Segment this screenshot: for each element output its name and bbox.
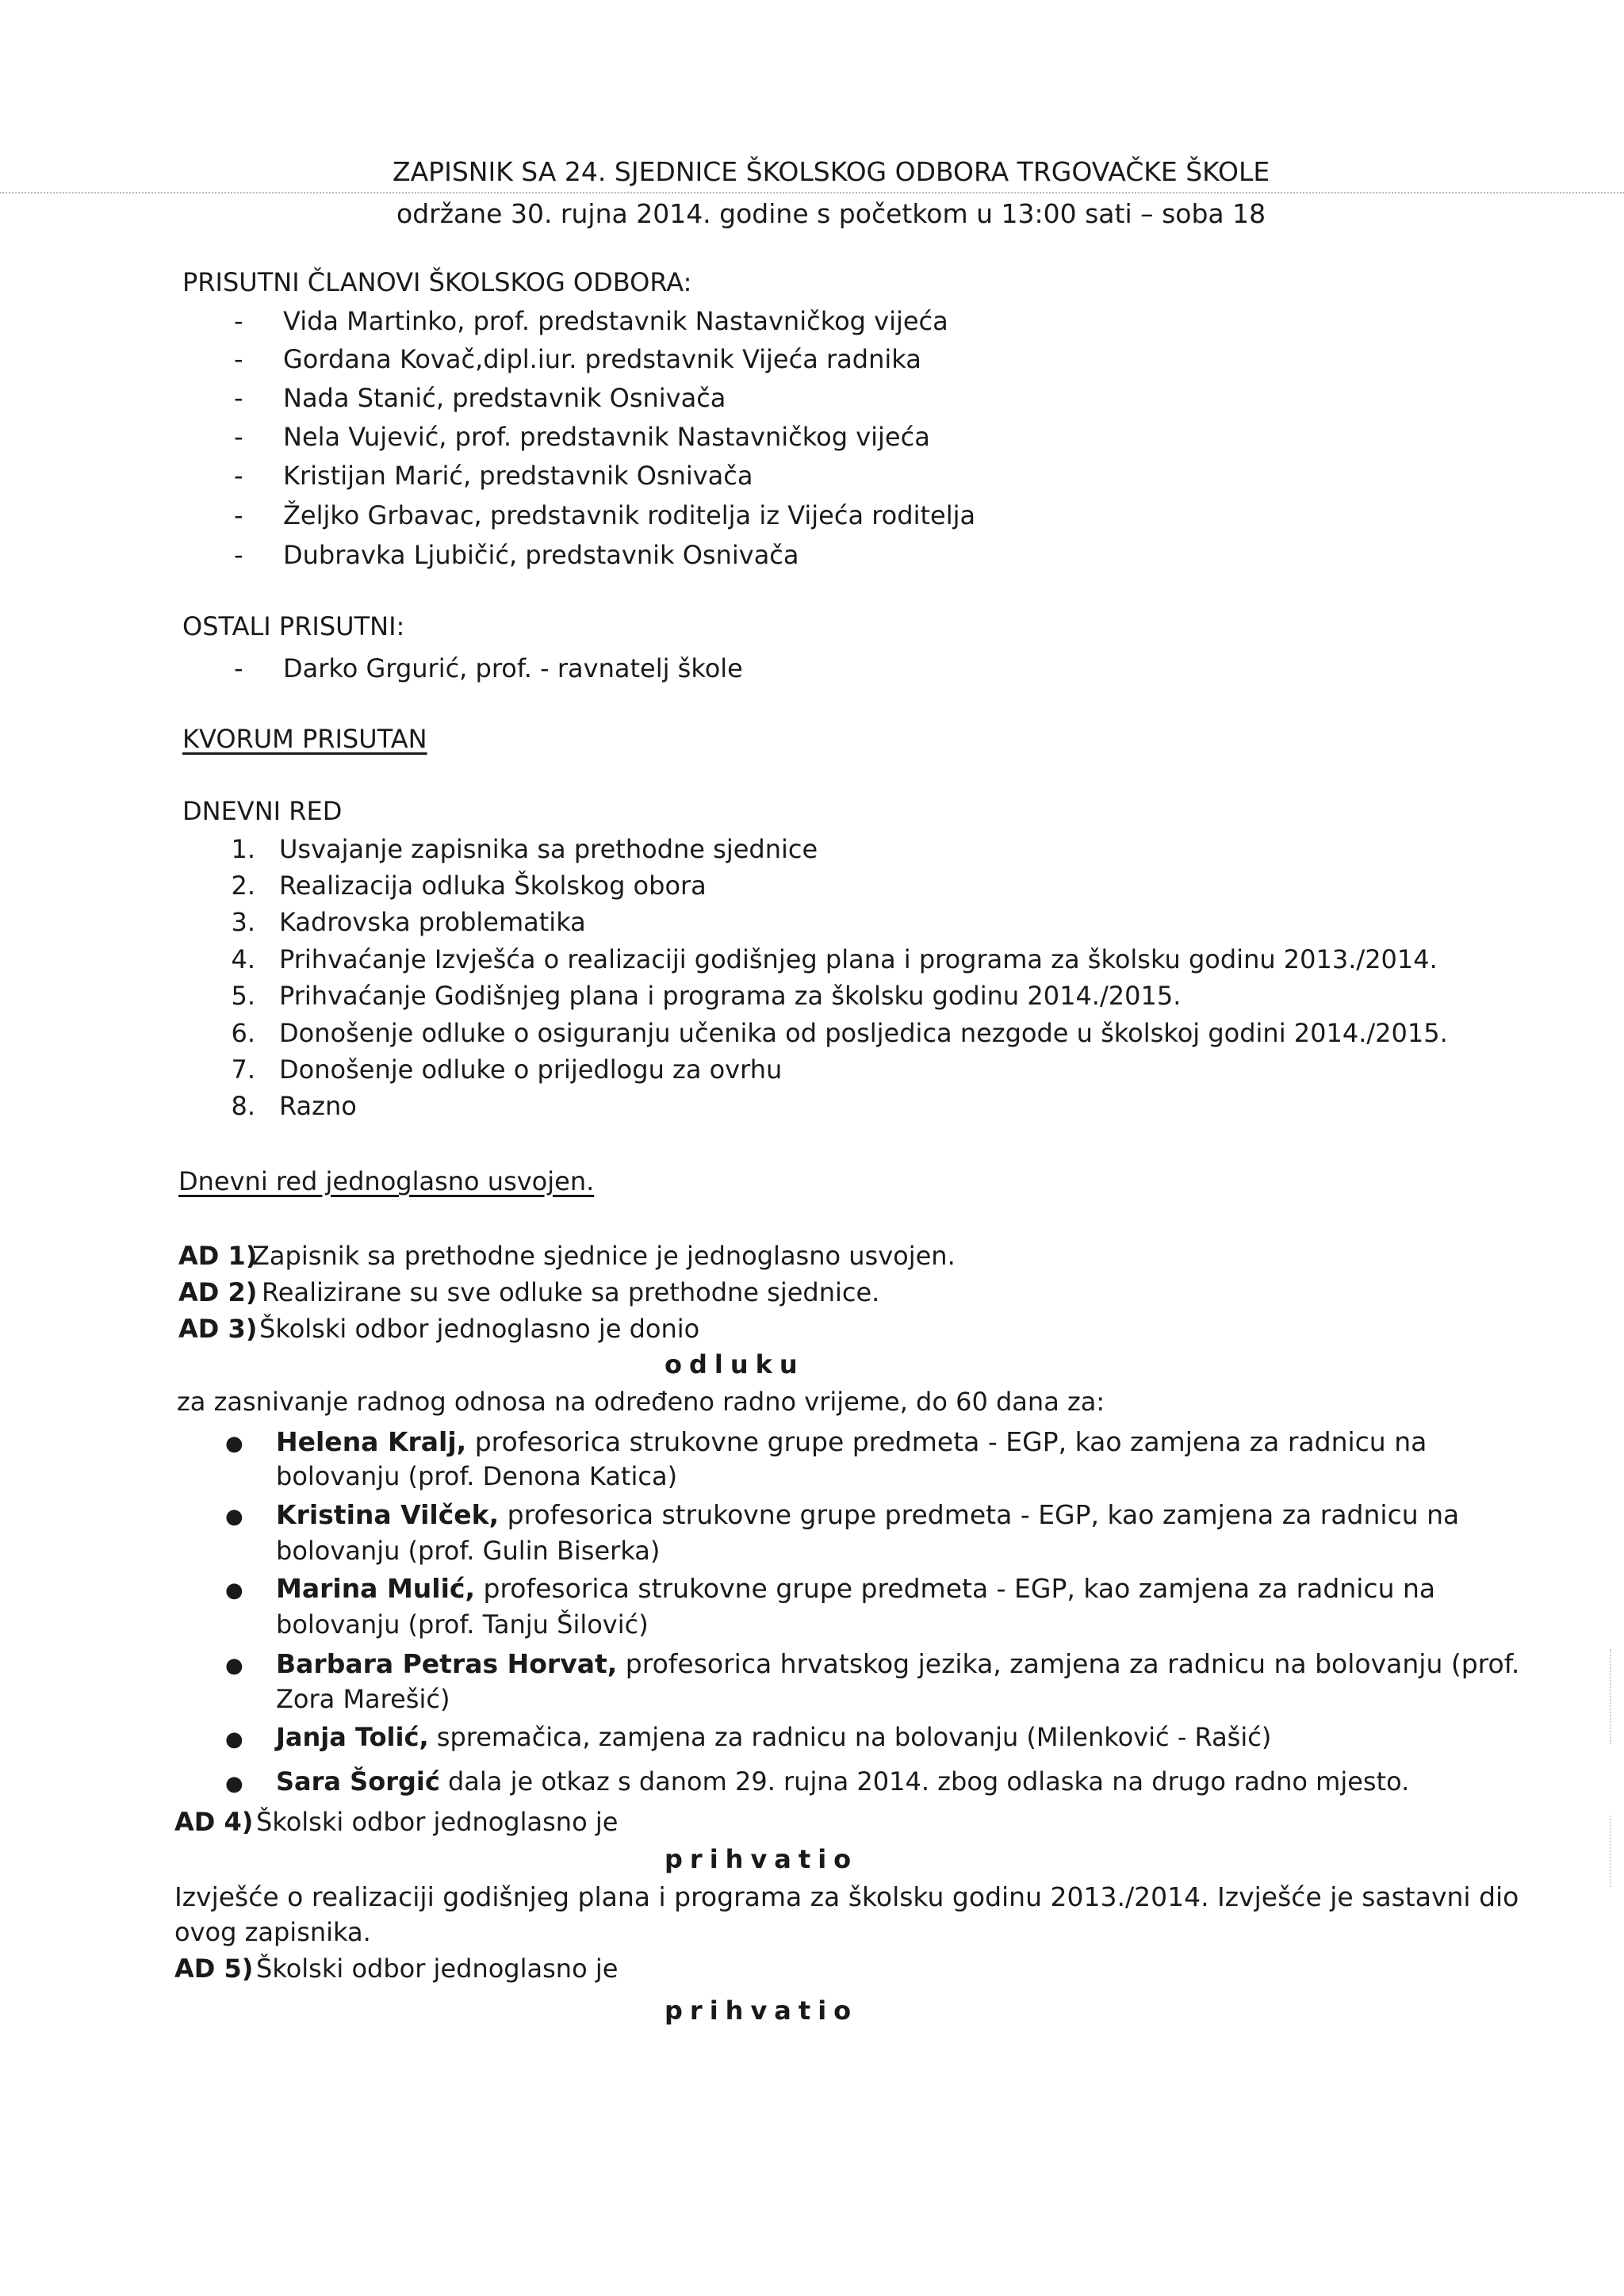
agenda-item: Donošenje odluke o osiguranju učenika od posljedica nezgode u školskoj godini 2014./2015. [279,1018,1448,1048]
person-desc: profesorica strukovne grupe predmeta - EGP, kao zamjena za radnicu na [507,1499,1460,1530]
agenda-number: 7. [231,1054,255,1085]
person-entry [276,1573,1436,1604]
person-name: Helena Kralj, [276,1426,467,1457]
bullet: ● [225,1432,243,1456]
agenda-item: Realizacija odluka Školskog obora [279,871,707,901]
quorum-statement: KVORUM PRISUTAN [182,724,427,754]
person-desc: profesorica hrvatskog jezika, zamjena za radnicu na bolovanju (prof. [625,1648,1520,1679]
list-dash: - [234,500,243,530]
ad3-text: Školski odbor jednoglasno je donio [259,1314,700,1344]
ad4-body-line1: Izvješće o realizaciji godišnjeg plana i programa za školsku godinu 2013./2014. Izvješće je sastavni dio [174,1881,1519,1912]
list-dash: - [234,306,243,336]
person-desc-cont: bolovanju (prof. Gulin Biserka) [276,1536,661,1566]
member-item: Nada Stanić, predstavnik Osnivača [283,383,726,413]
ad3-label: AD 3) [178,1314,258,1344]
scan-dotted-line [0,192,1624,193]
ad1-label: AD 1) [178,1241,258,1271]
bullet: ● [225,1505,243,1529]
agenda-number: 8. [231,1091,255,1121]
member-item: Dubravka Ljubičić, predstavnik Osnivača [283,540,799,570]
person-desc: profesorica strukovne grupe predmeta - EGP, kao zamjena za radnicu na [483,1573,1436,1604]
person-name: Kristina Vilček, [276,1499,500,1530]
ad5-text: Školski odbor jednoglasno je [256,1954,619,1984]
member-item: Kristijan Marić, predstavnik Osnivača [283,461,753,491]
document-title: ZAPISNIK SA 24. SJEDNICE ŠKOLSKOG ODBORA TRGOVAČKE ŠKOLE [393,156,1270,187]
agenda-item: Prihvaćanje Godišnjeg plana i programa za školsku godinu 2014./2015. [279,981,1182,1011]
agenda-number: 3. [231,907,255,937]
document-subtitle: održane 30. rujna 2014. godine s početkom u 13:00 sati – soba 18 [396,198,1266,229]
list-dash: - [234,422,243,452]
ad4-label: AD 4) [174,1807,254,1837]
person-desc-cont: bolovanju (prof. Tanju Šilović) [276,1609,649,1640]
list-dash: - [234,344,243,374]
bullet: ● [225,1654,243,1678]
bullet: ● [225,1578,243,1602]
ad3-intro: za zasnivanje radnog odnosa na određeno radno vrijeme, do 60 dana za: [177,1387,1105,1417]
accepted-word: prihvatio [665,1996,859,2026]
ad4-text: Školski odbor jednoglasno je [256,1807,619,1837]
person-name: Marina Mulić, [276,1573,475,1604]
members-heading: PRISUTNI ČLANOVI ŠKOLSKOG ODBORA: [182,267,692,297]
agenda-number: 6. [231,1018,255,1048]
other-attendee: Darko Grgurić, prof. - ravnatelj škole [283,653,743,683]
agenda-item: Usvajanje zapisnika sa prethodne sjednice [279,834,818,864]
agenda-adopted: Dnevni red jednoglasno usvojen. [178,1166,595,1196]
person-desc-cont: Zora Marešić) [276,1684,450,1714]
ad4-body-line2: ovog zapisnika. [174,1917,371,1947]
person-entry [276,1426,1427,1457]
decision-word: odluku [665,1349,805,1380]
member-item: Vida Martinko, prof. predstavnik Nastavničkog vijeća [283,306,948,336]
agenda-number: 1. [231,834,255,864]
person-desc: spremačica, zamjena za radnicu na bolovanju (Milenković - Rašić) [436,1722,1272,1752]
person-entry [276,1648,1520,1679]
ad2-label: AD 2) [178,1277,258,1307]
bullet: ● [225,1772,243,1796]
person-desc: dala je otkaz s danom 29. rujna 2014. zbog odlaska na drugo radno mjesto. [447,1766,1410,1797]
ad5-label: AD 5) [174,1954,254,1984]
agenda-heading: DNEVNI RED [182,796,343,826]
accepted-word: prihvatio [665,1844,859,1874]
ad1-text: Zapisnik sa prethodne sjednice je jednoglasno usvojen. [252,1241,956,1271]
scan-edge-artifact [1610,1649,1611,1744]
person-entry [276,1766,1410,1797]
person-desc: profesorica strukovne grupe predmeta - EGP, kao zamjena za radnicu na [474,1426,1427,1457]
agenda-number: 4. [231,944,255,974]
agenda-number: 5. [231,981,255,1011]
person-name: Sara Šorgić [276,1766,440,1797]
agenda-item: Razno [279,1091,357,1121]
list-dash: - [234,653,243,683]
list-dash: - [234,461,243,491]
member-item: Nela Vujević, prof. predstavnik Nastavničkog vijeća [283,422,930,452]
ad2-text: Realizirane su sve odluke sa prethodne sjednice. [262,1277,880,1307]
agenda-item: Kadrovska problematika [279,907,586,937]
person-entry [276,1499,1460,1530]
agenda-item: Prihvaćanje Izvješća o realizaciji godišnjeg plana i programa za školsku godinu 2013./2014. [279,944,1438,974]
person-desc-cont: bolovanju (prof. Denona Katica) [276,1461,678,1491]
person-name: Janja Tolić, [276,1722,429,1752]
others-heading: OSTALI PRISUTNI: [182,611,405,641]
bullet: ● [225,1728,243,1751]
list-dash: - [234,383,243,413]
member-item: Gordana Kovač,dipl.iur. predstavnik Vijeća radnika [283,344,921,374]
list-dash: - [234,540,243,570]
person-name: Barbara Petras Horvat, [276,1648,618,1679]
member-item: Željko Grbavac, predstavnik roditelja iz Vijeća roditelja [283,500,976,530]
agenda-item: Donošenje odluke o prijedlogu za ovrhu [279,1054,783,1085]
scan-edge-artifact [1610,1816,1611,1887]
agenda-number: 2. [231,871,255,901]
person-entry [276,1724,1271,1750]
